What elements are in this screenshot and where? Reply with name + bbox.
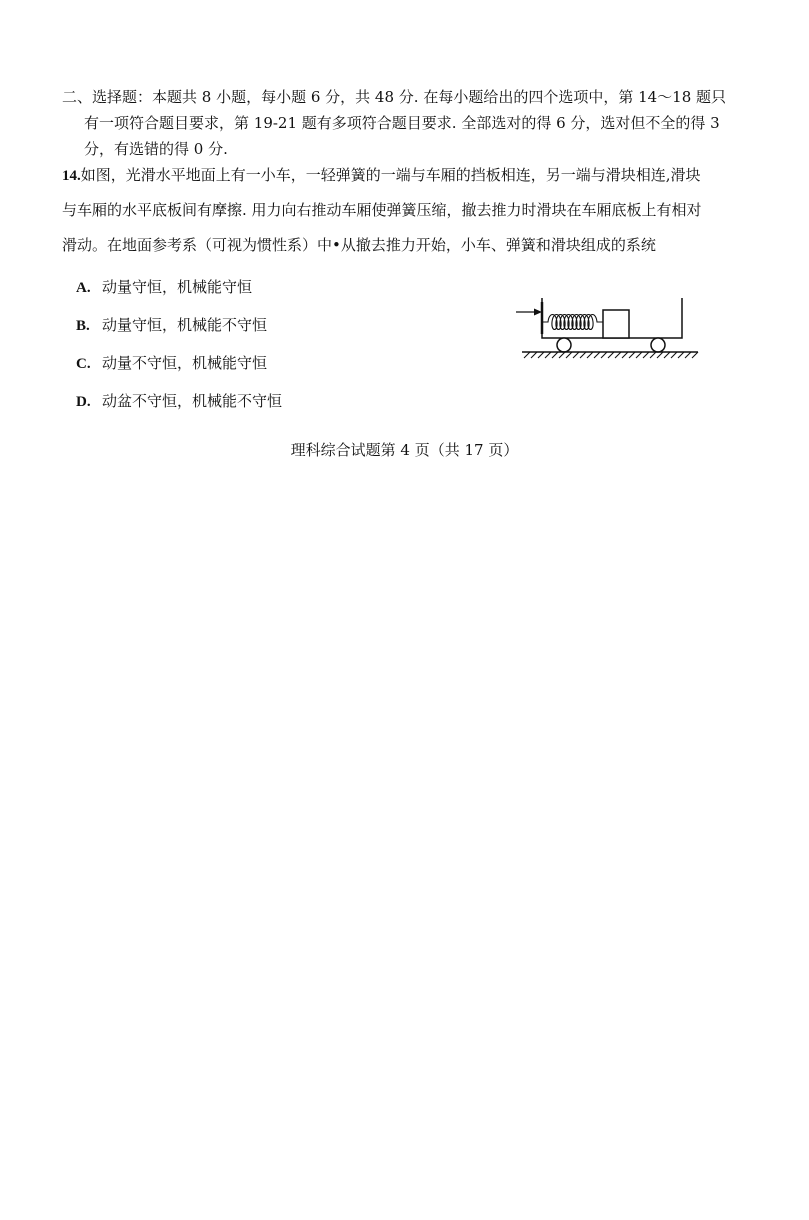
option-b-letter: B. <box>76 318 90 334</box>
option-d-letter: D. <box>76 394 91 410</box>
option-a[interactable] <box>76 275 252 300</box>
wheel-right <box>651 338 665 352</box>
page-footer: 理科综合试题第 4 页（共 17 页） <box>290 441 519 459</box>
option-c-letter: C. <box>76 356 91 372</box>
option-c[interactable] <box>76 351 267 376</box>
option-c-text: 动量不守恒，机械能守恒 <box>102 354 268 372</box>
section-header-line-1: 二、选择题：本题共 8 小题，每小题 6 分，共 48 分. 在每小题给出的四个选项中，第 14〜18 题只 <box>62 88 727 106</box>
option-a-letter: A. <box>76 280 91 296</box>
option-a-text: 动量守恒，机械能守恒 <box>102 278 253 296</box>
question-line-3: 滑动。在地面参考系（可视为惯性系）中•从撤去推力开始，小车、弹簧和滑块组成的系统 <box>62 236 656 254</box>
question-number: 14. <box>62 168 81 184</box>
section-header <box>62 84 752 162</box>
option-d[interactable] <box>76 389 282 414</box>
question-line-1 <box>62 163 701 188</box>
question-text-1: 如图，光滑水平地面上有一小车，一轻弹簧的一端与车厢的挡板相连，另一端与滑块相连,滑块 <box>80 166 701 184</box>
question-line-2: 与车厢的水平底板间有摩擦. 用力向右推动车厢使弹簧压缩，撤去推力时滑块在车厢底板上有相对 <box>62 201 702 219</box>
slider-block <box>603 310 629 338</box>
ground-hatch <box>524 352 698 358</box>
option-d-text: 动盆不守恒，机械能不守恒 <box>102 392 283 410</box>
option-b-text: 动量守恒，机械能不守恒 <box>102 316 268 334</box>
spring <box>542 315 603 330</box>
section-header-line-3: 分，有选错的得 0 分. <box>84 140 228 158</box>
option-b[interactable] <box>76 313 267 338</box>
cart-spring-diagram <box>512 294 702 370</box>
section-header-line-2: 有一项符合题目要求，第 19-21 题有多项符合题目要求. 全部选对的得 6 分，选对但不全的得 3 <box>84 114 720 132</box>
wheel-left <box>557 338 571 352</box>
